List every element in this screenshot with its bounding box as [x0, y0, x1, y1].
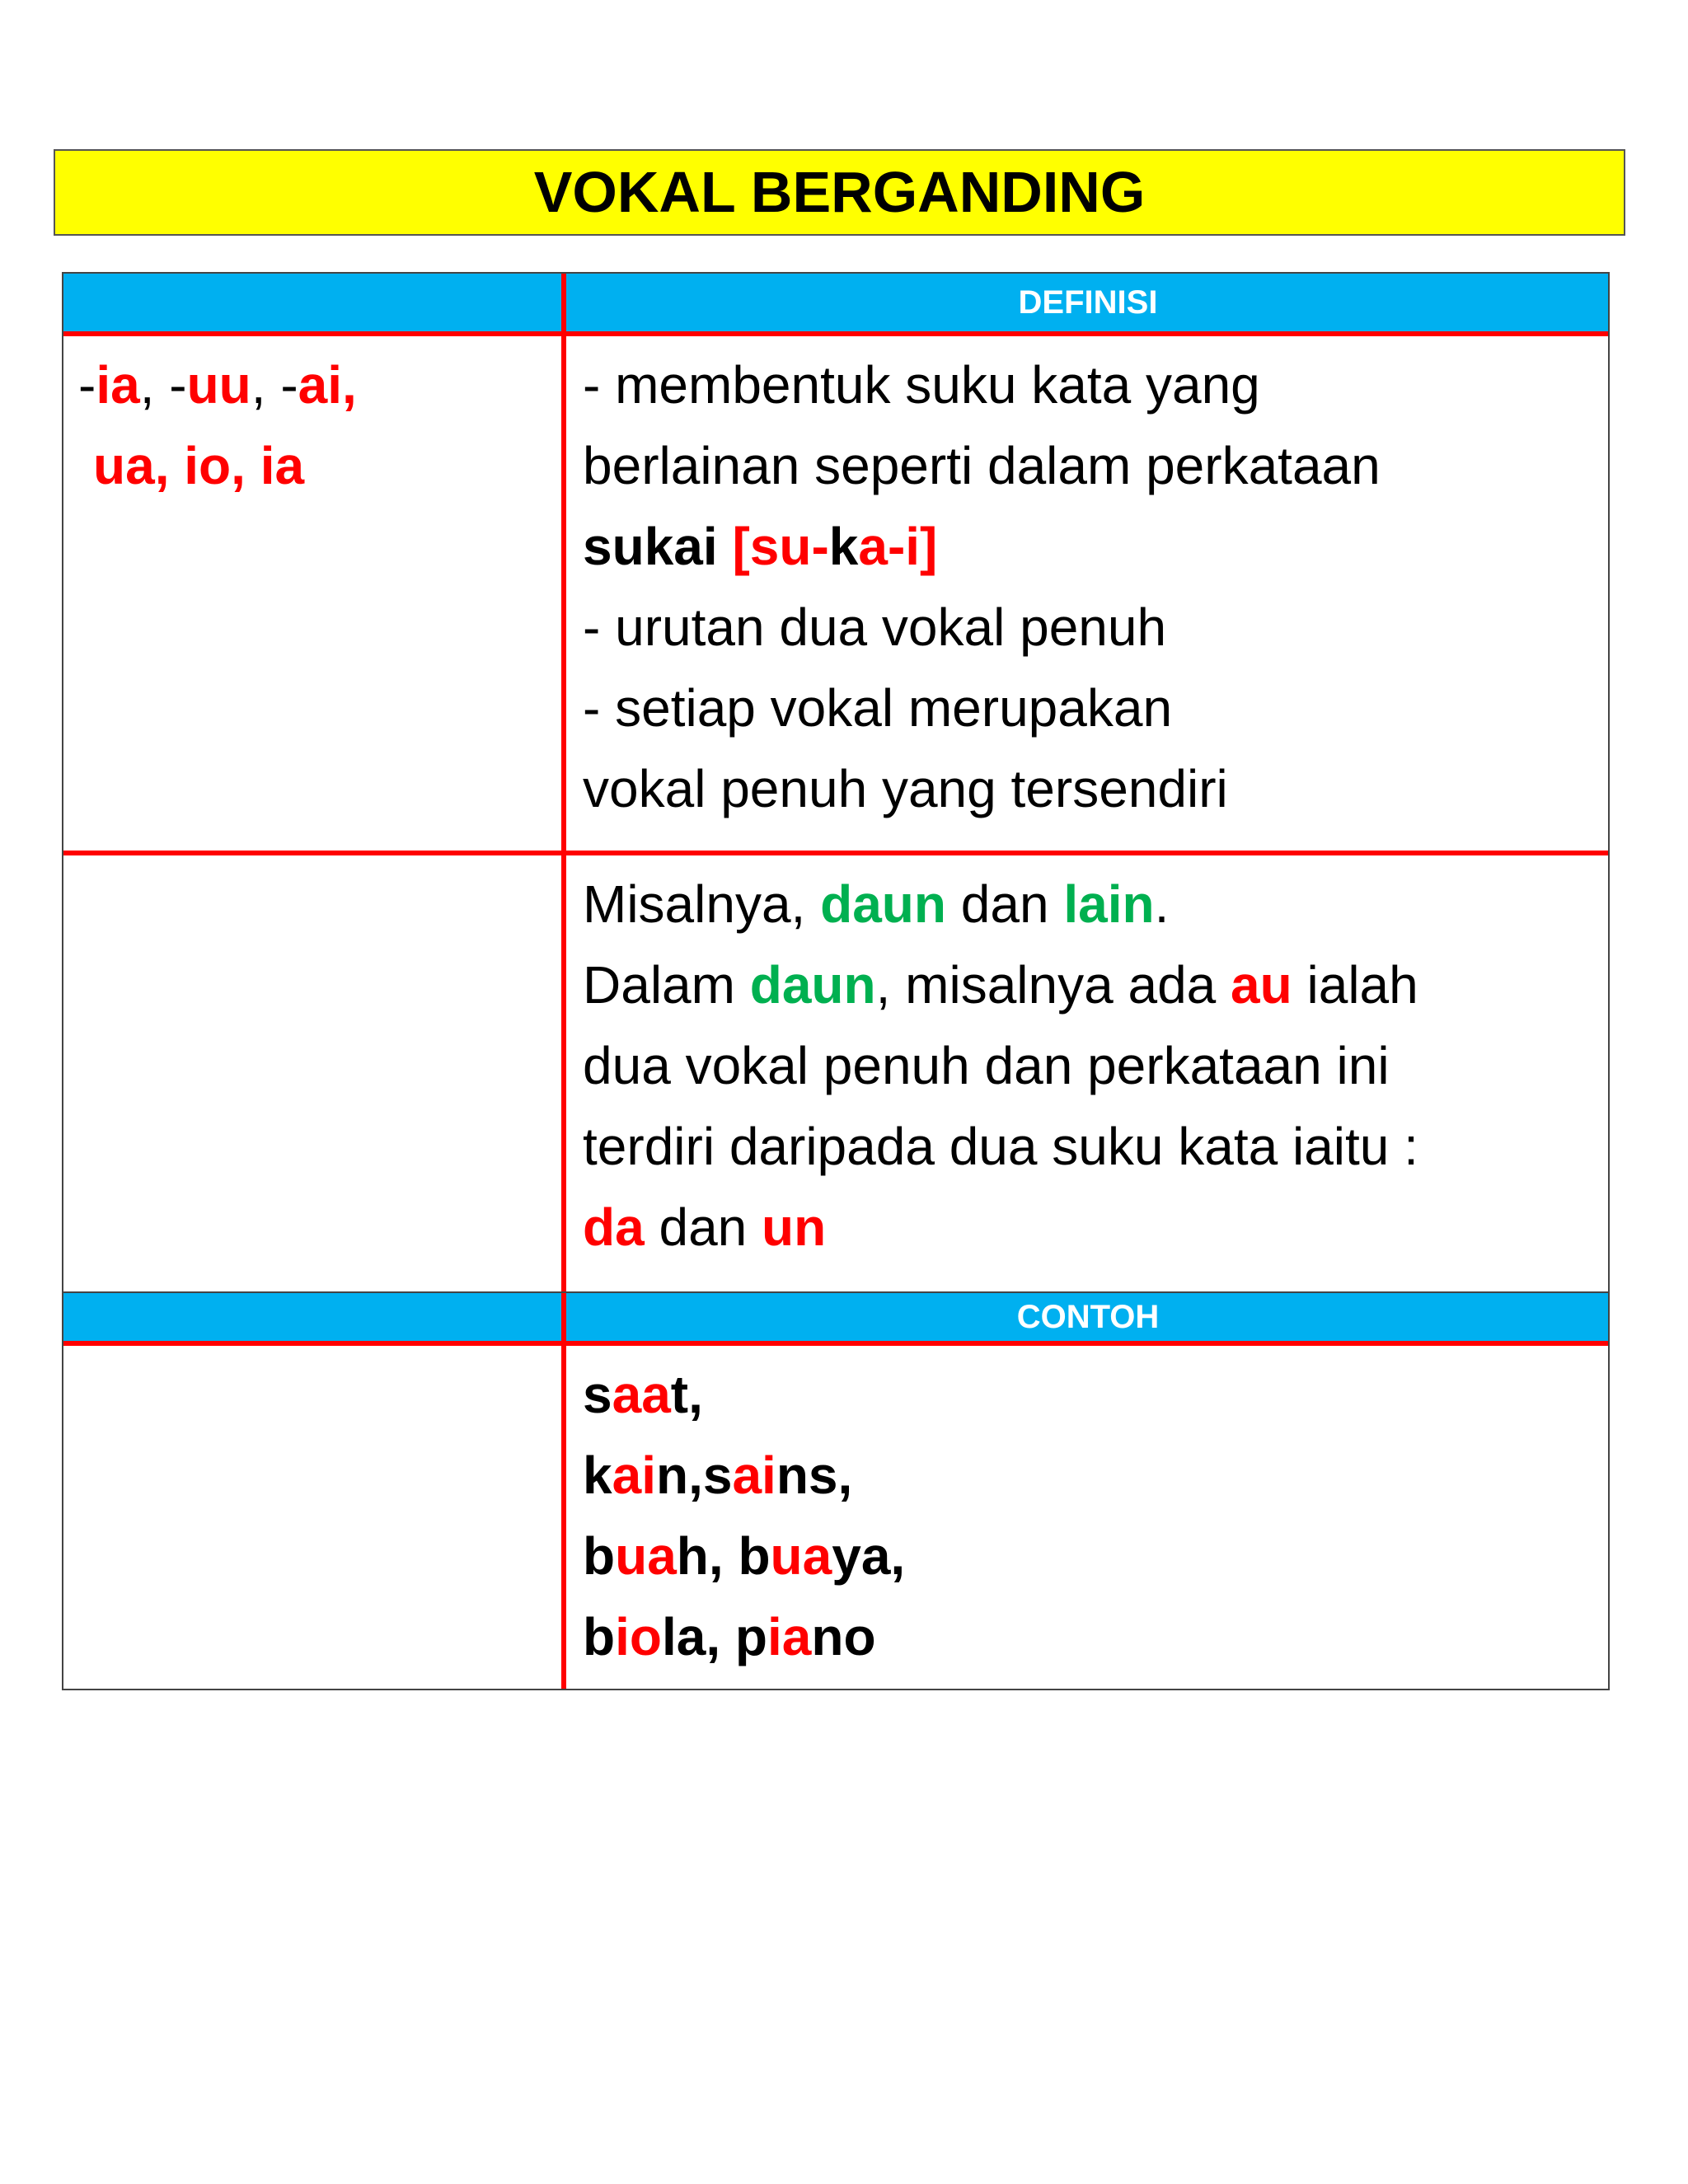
explanation-line-4: terdiri daripada dua suku kata iaitu :	[583, 1117, 1418, 1176]
vowel-highlight: ia	[96, 355, 140, 415]
definition-row	[63, 336, 1608, 855]
explanation-line-1	[583, 864, 1605, 944]
vocal-table	[62, 272, 1610, 1690]
text-segment: s	[583, 1365, 612, 1424]
text-segment: dan	[644, 1197, 762, 1257]
header-row-contoh	[63, 1291, 1608, 1346]
explanation-row	[63, 855, 1608, 1291]
text-segment: b	[583, 1607, 616, 1666]
header-definisi: DEFINISI	[1018, 284, 1158, 321]
word-highlight: lain	[1063, 874, 1155, 934]
column-divider	[561, 1293, 566, 1341]
example-line-3	[583, 1516, 1605, 1596]
definition-line-3	[583, 506, 1605, 587]
text-segment: , -	[139, 355, 187, 415]
text-segment: ialah	[1292, 955, 1418, 1015]
definition-line-2: berlainan seperti dalam perkataan	[583, 436, 1381, 495]
text-segment: ya,	[832, 1526, 906, 1586]
vowel-highlight: ai,	[298, 355, 357, 415]
vowel-highlight: ai	[732, 1446, 776, 1505]
syllable-highlight: un	[762, 1197, 827, 1257]
vowel-list-line-1	[78, 344, 548, 425]
vowel-highlight: aa	[612, 1365, 671, 1424]
example-line-2	[583, 1435, 1605, 1516]
vowel-highlight: ia	[767, 1607, 812, 1666]
explanation-line-5	[583, 1187, 1605, 1268]
syllable-highlight: da	[583, 1197, 645, 1257]
example-line-1	[583, 1354, 1605, 1435]
syllable-breakdown: [su-	[732, 517, 829, 576]
text-segment: n,s	[655, 1446, 733, 1505]
example-line-4	[583, 1596, 1605, 1677]
column-divider	[561, 855, 566, 1291]
text-segment: Dalam	[583, 955, 750, 1015]
vowel-highlight: au	[1231, 955, 1292, 1015]
text-segment: no	[811, 1607, 876, 1666]
column-divider	[561, 274, 566, 331]
text-segment: Misalnya,	[583, 874, 821, 934]
text-segment: ns,	[776, 1446, 853, 1505]
text-segment: dan	[945, 874, 1064, 934]
text-segment: .	[1154, 874, 1170, 934]
header-contoh: CONTOH	[1016, 1298, 1160, 1335]
word-highlight: daun	[749, 955, 876, 1015]
definition-line-5: - setiap vokal merupakan	[583, 678, 1173, 738]
examples-row	[63, 1346, 1608, 1689]
vowel-highlight: ua	[770, 1526, 832, 1586]
text-segment: -	[78, 355, 96, 415]
text-segment: k	[583, 1446, 612, 1505]
syllable-breakdown: a-i]	[858, 517, 938, 576]
syllable-breakdown: k	[828, 517, 859, 576]
text-segment: h, b	[676, 1526, 771, 1586]
text-segment: t,	[670, 1365, 703, 1424]
text-segment: , misalnya ada	[875, 955, 1231, 1015]
column-divider	[561, 336, 566, 851]
explanation-line-2	[583, 944, 1605, 1025]
vowel-highlight: uu	[186, 355, 251, 415]
examples-cell	[583, 1354, 1605, 1677]
text-segment: la, p	[661, 1607, 767, 1666]
text-segment: b	[583, 1526, 616, 1586]
vowel-highlight: ua	[615, 1526, 677, 1586]
text-segment: , -	[251, 355, 298, 415]
column-divider	[561, 1346, 566, 1689]
vowel-highlight: io	[615, 1607, 662, 1666]
explanation-cell	[583, 864, 1605, 1268]
header-row-definisi	[63, 274, 1608, 336]
definition-line-6: vokal penuh yang tersendiri	[583, 759, 1228, 818]
definition-line-1: - membentuk suku kata yang	[583, 355, 1260, 415]
vowel-highlight: ai	[612, 1446, 656, 1505]
explanation-line-3: dua vokal penuh dan perkataan ini	[583, 1036, 1390, 1095]
word-highlight: daun	[820, 874, 946, 934]
example-word: sukai	[583, 517, 733, 576]
vowel-list-cell	[78, 344, 548, 506]
definition-cell	[583, 344, 1605, 829]
page-title: VOKAL BERGANDING	[54, 149, 1625, 236]
definition-line-4: - urutan dua vokal penuh	[583, 598, 1167, 657]
vowel-list-line-2: ua, io, ia	[93, 436, 305, 495]
